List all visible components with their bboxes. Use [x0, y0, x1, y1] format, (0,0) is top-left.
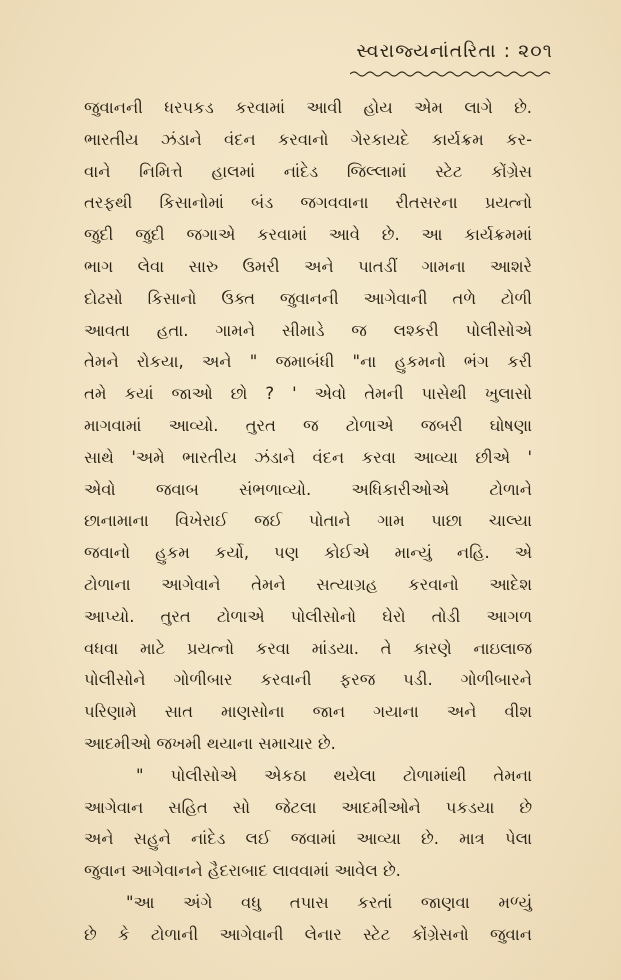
text-line: તરફથી કિસાનોમાં બંડ જગવવાના રીતસરના પ્રયત્નો	[84, 193, 532, 213]
body-text	[84, 92, 532, 951]
text-line-paragraph-start: " પોલીસોએ એકઠા થયેલા ટોળામાંથી તેમના	[136, 765, 532, 785]
text-line: અને સહુને નાંદેડ લઈ જવામાં આવ્યા છે. માત્ર પેલા	[84, 829, 532, 849]
text-line: આગેવાન સહિત સો જેટલા આદમીઓને પકડયા છે	[84, 797, 532, 817]
running-header-title: સ્વરાજ્યનાંતરિતા : ૨૦૧	[356, 40, 553, 62]
text-line: માગવામાં આવ્યો. તુરત જ ટોળાએ જબરી ઘોષણા	[84, 415, 532, 435]
text-line: ભાગ લેવા સારુ ઉમરી અને પાતડીં ગામના આશરે	[84, 256, 532, 276]
text-line-paragraph-start: "આ અંગે વધુ તપાસ કરતાં જાણવા મળ્યું	[126, 892, 532, 912]
text-line: છે કે ટોળાની આગેવાની લેનાર સ્ટેટ કોંગ્રેસનો જુવાન	[84, 924, 532, 944]
text-line: એવો જવાબ સંભળાવ્યો. અધિકારીઓએ ટોળાને	[84, 479, 532, 499]
header-wavy-rule	[350, 70, 555, 78]
text-line: વાને નિમિત્તે હાલમાં નાંદેડ જિલ્લામાં સ્ટેટ કોંગ્રેસ	[84, 161, 532, 181]
text-line: જુવાન આગેવાનને હૈદરાબાદ લાવવામાં આવેલ છે.	[84, 861, 401, 881]
text-line: આપ્યો. તુરત ટોળાએ પોલીસોનો ઘેરો તોડી આગળ	[84, 606, 532, 626]
text-line: આદમીઓ જખમી થયાના સમાચાર છે.	[84, 733, 336, 753]
text-line: જુદી જુદી જગાએ કરવામાં આવે છે. આ કાર્યક્રમમાં	[84, 225, 532, 245]
text-line: તમે કયાં જાઓ છો ? ' એવો તેમની પાસેથી ખુલાસો	[84, 384, 532, 404]
text-line: વધવા માટે પ્રયત્નો કરવા માંડયા. તે કારણે નાઇલાજ	[84, 638, 532, 658]
text-line: ભારતીય ઝંડાને વંદન કરવાનો ગેરકાયદે કાર્યક્રમ કર-	[84, 129, 532, 149]
text-line: પોલીસોને ગોળીબાર કરવાની ફરજ પડી. ગોળીબારને	[84, 670, 532, 690]
text-line: છાનામાના વિખેરાઈ જઈ પોતાને ગામ પાછા ચાલ્યા	[84, 511, 532, 531]
text-line: જુવાનની ધરપકડ કરવામાં આવી હોય એમ લાગે છે.	[84, 98, 532, 117]
text-line: ટોળાના આગેવાને તેમને સત્યાગ્રહ કરવાનો આદેશ	[84, 574, 532, 594]
text-line: તેમને રોકયા, અને " જમાબંધી "ના હુકમનો ભંગ કરી	[84, 352, 532, 372]
text-line: સાથે 'અમે ભારતીય ઝંડાને વંદન કરવા આવ્યા છીએ '	[84, 447, 532, 467]
text-line: દોઢસો કિસાનો ઉક્ત જુવાનની આગેવાની તળે ટોળી	[84, 288, 532, 308]
text-line: જવાનો હુકમ કર્યો, પણ કોઈએ માન્યું નહિ. એ	[84, 543, 532, 563]
text-line: પરિણામે સાત માણસોના જાન ગયાના અને વીશ	[84, 702, 532, 722]
text-line: આવતા હતા. ગામને સીમાડે જ લશ્કરી પોલીસોએ	[84, 320, 532, 340]
